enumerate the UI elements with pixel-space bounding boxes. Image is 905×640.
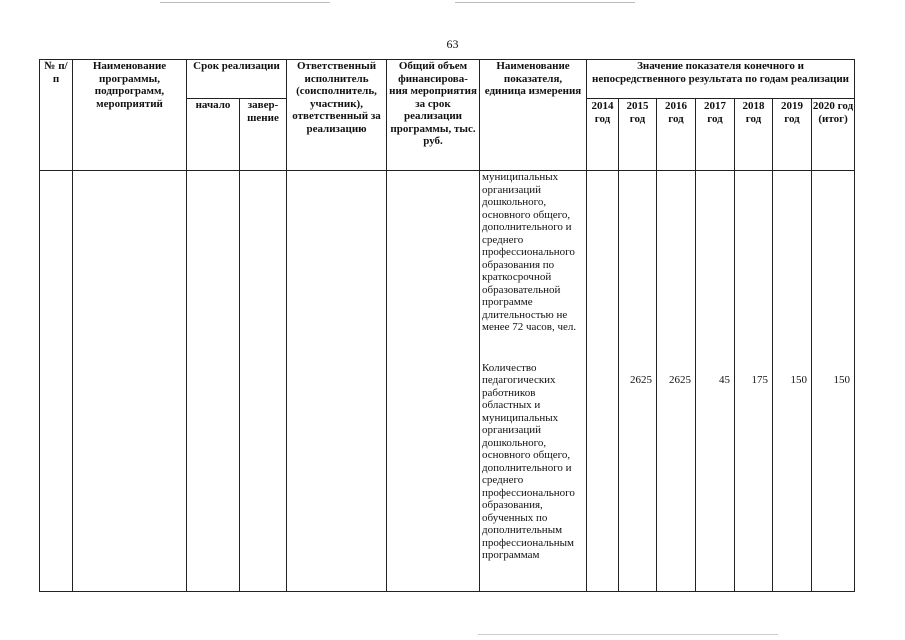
header-name: Наименование программы, подпрограмм, мероприятий [73,60,187,171]
indicator-text-2: Количество педагогических работников областных и муниципальных организаций дошкольного, основного общего, дополнительного и среднего профессионального образования, обученных по дополнительным профессиональным программам [482,361,575,561]
cell-2020 [812,171,855,592]
header-num: № п/п [40,60,73,171]
top-rule [160,2,330,3]
header-year: 2020 год (итог) [812,99,855,171]
value-2017: 45 [719,374,731,386]
cell-finance [387,171,480,592]
top-rule [455,2,635,3]
indicator-table [39,59,855,592]
header-year: 2017 год [696,99,735,171]
header-finance: Общий объем финансирова-ния мероприятия за срок реализации программы, тыс. руб. [387,60,480,171]
header-year: 2018 год [735,99,773,171]
cell-name [73,171,187,592]
value-2020: 150 [833,374,851,386]
cell-2017 [696,171,735,592]
value-2018: 175 [751,374,769,386]
value-2016: 2625 [669,374,692,386]
cell-start [187,171,240,592]
header-values: Значение показателя конечного и непосредственного результата по годам реализации [587,60,855,99]
table-row [40,171,855,592]
header-year: 2016 год [657,99,696,171]
value-2019: 150 [790,374,808,386]
header-year: 2015 год [619,99,657,171]
header-indicator: Наименование показателя, единица измерения [480,60,587,171]
header-row-1 [40,60,855,99]
cell-2016 [657,171,696,592]
cell-end [240,171,287,592]
value-2015: 2625 [630,374,653,386]
indicator-text-1: муниципальных организаций дошкольного, основного общего, дополнительного и среднего профессионального образования по краткосрочной образовательной программе длительностью не менее 72 часов, чел. [482,171,577,333]
cell-responsible [287,171,387,592]
header-end: завер-шение [240,99,287,171]
bottom-rule [478,634,778,635]
header-year: 2019 год [773,99,812,171]
header-start: начало [187,99,240,171]
header-responsible: Ответственный исполнитель (соисполнитель, участник), ответственный за реализацию [287,60,387,171]
header-year: 2014 год [587,99,619,171]
cell-num [40,171,73,592]
cell-2019 [773,171,812,592]
cell-2015 [619,171,657,592]
cell-2014 [587,171,619,592]
page-number: 63 [446,37,459,51]
cell-2018 [735,171,773,592]
cell-indicator [480,171,587,592]
header-term: Срок реализации [187,60,287,99]
